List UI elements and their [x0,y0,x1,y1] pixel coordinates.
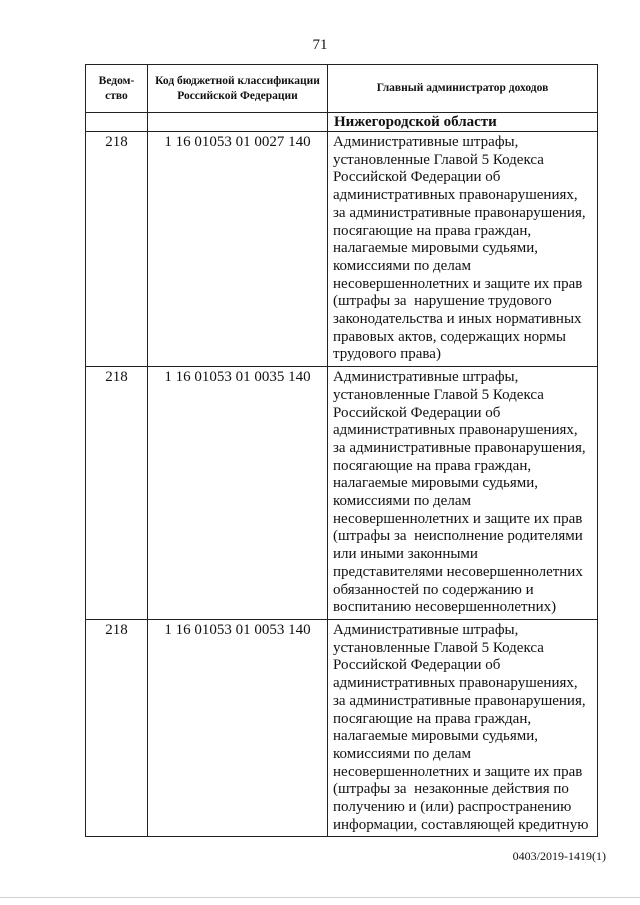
description-line: посягающие на права граждан, [333,222,532,239]
description-line: административных правонарушениях, [333,187,578,204]
header-admin: Главный администратор доходов [328,65,598,113]
scan-artifact-line [0,897,640,898]
description-line: посягающие на права граждан, [333,710,532,727]
document-registration-code: 0403/2019-1419(1) [512,849,606,863]
budget-classification-code-cell: 1 16 01053 01 0035 140 [148,367,328,620]
description-line: или иными законными [333,546,478,563]
description-line: Административные штрафы, [333,621,519,638]
revenue-description-cell [328,132,598,367]
description-line: несовершеннолетних и защите их прав [333,275,583,292]
description-line: обязанностей по содержанию и [333,581,534,598]
description-line: воспитанию несовершеннолетних) [333,599,557,616]
revenue-description-cell [328,619,598,836]
description-line: административных правонарушениях, [333,675,578,692]
description-line: информации, составляющей кредитную [333,816,589,833]
description-line: несовершеннолетних и защите их прав [333,510,583,527]
description-line: Административные штрафы, [333,369,519,386]
description-line: представителями несовершеннолетних [333,563,583,580]
description-line: налагаемые мировыми судьями, [333,475,539,492]
description-line: Российской Федерации об [333,657,501,674]
table-row [86,132,598,367]
description-line: законодательства и иных нормативных [333,311,582,328]
description-line: за административные правонарушения, [333,692,586,709]
description-line: за административные правонарушения, [333,204,586,221]
description-line: налагаемые мировыми судьями, [333,728,539,745]
dept-code-cell: 218 [86,132,148,367]
description-line: правовых актов, содержащих нормы [333,328,566,345]
description-line: Административные штрафы, [333,134,519,150]
description-line: комиссиями по делам [333,257,471,274]
page-number: 71 [312,37,328,53]
description-line: установленные Главой 5 Кодекса [333,639,544,656]
dept-code-cell: 218 [86,367,148,620]
description-line: комиссиями по делам [333,493,471,510]
region-label: Нижегородской области [328,113,598,132]
description-line: (штрафы за нарушение трудового [333,293,552,310]
budget-classification-code-cell: 1 16 01053 01 0027 140 [148,132,328,367]
description-line: Российской Федерации об [333,169,501,186]
description-line: получению и (или) распространению [333,799,572,816]
description-line: посягающие на права граждан, [333,457,532,474]
description-line: трудового права) [333,346,441,363]
table-row [86,367,598,620]
description-line: Российской Федерации об [333,404,501,421]
region-dept-cell [86,113,148,132]
description-line: (штрафы за неисполнение родителями [333,528,583,545]
dept-code-cell: 218 [86,619,148,836]
description-line: комиссиями по делам [333,745,471,762]
header-dept: Ведом- ство [86,65,148,113]
description-line: налагаемые мировыми судьями, [333,240,539,257]
budget-classification-code-cell: 1 16 01053 01 0053 140 [148,619,328,836]
table-row [86,619,598,836]
revenue-admin-table [85,64,598,837]
description-line: несовершеннолетних и защите их прав [333,763,583,780]
description-line: за административные правонарушения, [333,439,586,456]
description-line: (штрафы за незаконные действия по [333,781,569,798]
revenue-description-cell [328,367,598,620]
table-header-row [86,65,598,113]
description-line: административных правонарушениях, [333,422,578,439]
region-row [86,113,598,132]
region-code-cell [148,113,328,132]
description-line: установленные Главой 5 Кодекса [333,386,544,403]
description-line: установленные Главой 5 Кодекса [333,151,544,168]
header-code: Код бюджетной классификации Российской Федерации [148,65,328,113]
